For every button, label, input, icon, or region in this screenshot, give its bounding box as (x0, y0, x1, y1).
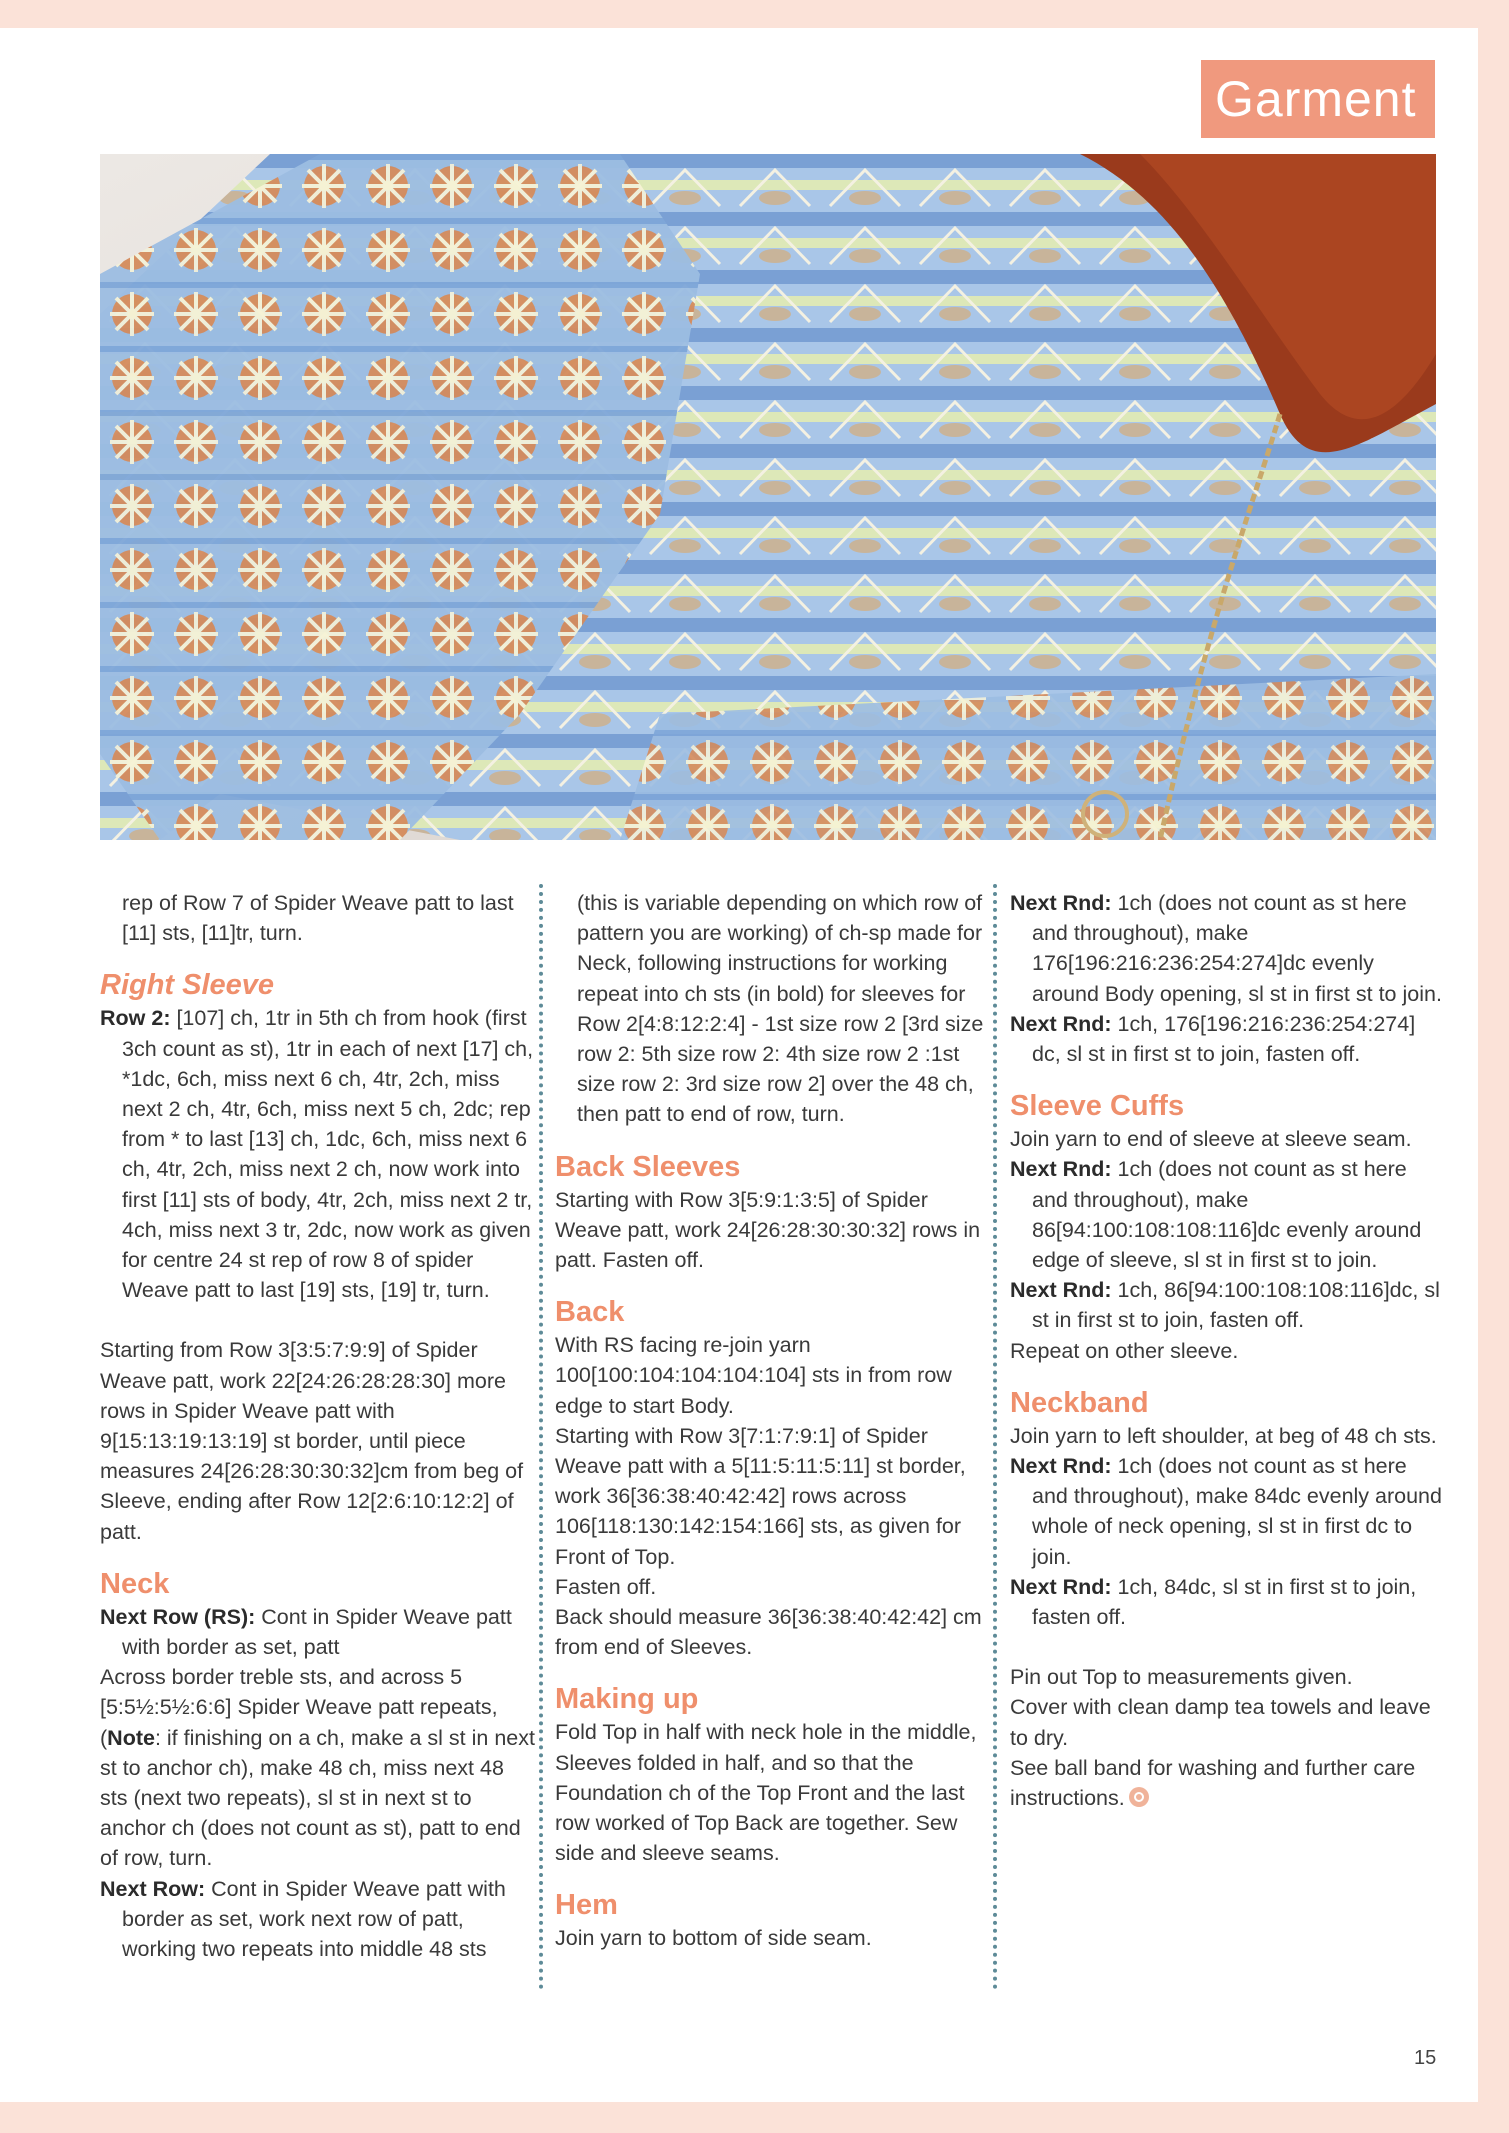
sleeve-cuffs-text-2: Repeat on other sleeve. (1010, 1338, 1239, 1363)
heading-back: Back (555, 1296, 625, 1329)
neckband-text-1: Join yarn to left shoulder, at beg of 48 ch sts. (1010, 1423, 1437, 1448)
heading-neckband: Neckband (1010, 1386, 1149, 1419)
hem-text: Join yarn to bottom of side seam. (555, 1926, 872, 1951)
heading-neck: Neck (100, 1567, 170, 1600)
sleeve-cuffs-round-2: Next Rnd: 1ch, 86[94:100:108:108:116]dc, sl st in first st to join, fasten off. (1010, 1278, 1440, 1333)
neck-row-1: Next Row (RS): Cont in Spider Weave patt with border as set, patt (100, 1604, 512, 1660)
column-divider-1 (539, 884, 543, 1990)
column-3 (1010, 888, 1442, 1813)
neckband-round-2: Next Rnd: 1ch, 84dc, sl st in first st to join, fasten off. (1010, 1574, 1417, 1630)
page-number: 15 (1414, 2047, 1437, 2069)
heading-back-sleeves: Back Sleeves (555, 1150, 741, 1183)
back-sleeves-text: Starting with Row 3[5:9:1:3:5] of Spider Weave patt, work 24[26:28:30:30:32] rows in patt. Fasten off. (555, 1187, 981, 1273)
finishing-text-1: Pin out Top to measurements given. (1010, 1665, 1353, 1690)
finishing-text-3: See ball band for washing and further care instructions. (1010, 1755, 1416, 1811)
neck-paragraph: Across border treble sts, and across 5 [5:5½:5½:6:6] Spider Weave patt repeats, (Note: if finishing on a ch, make a sl st in next st to anchor ch), make 48 ch, miss next 48 sts (next two repeats), sl st in next st to anchor ch (does not count as st), patt to end of row, turn. (100, 1665, 535, 1871)
back-text-3: Fasten off. (555, 1574, 657, 1599)
back-text-4: Back should measure 36[36:38:40:42:42] cm from end of Sleeves. (555, 1605, 982, 1660)
neckband-round-1: Next Rnd: 1ch (does not count as st here and throughout), make 84dc evenly around whole of neck opening, sl st in first dc to join. (1010, 1454, 1442, 1569)
lead-text: rep of Row 7 of Spider Weave patt to last [11] sts, [11]tr, turn. (122, 891, 514, 946)
hem-round-1: Next Rnd: 1ch (does not count as st here and throughout), make 176[196:216:236:254:274]dc evenly around Body opening, sl st in first st to join. (1010, 891, 1442, 1006)
right-sleeve-row-2: Row 2: [107] ch, 1tr in 5th ch from hook (first 3ch count as st), 1tr in each of next [17] ch, *1dc, 6ch, miss next 6 ch, 4tr, 2ch, miss next 2 ch, 4tr, 6ch, miss next 5 ch, 2dc; rep from * to last [13] ch, 1dc, 6ch, miss next 6 ch, 4tr, 2ch, miss next 2 ch, now work into first [11] sts of body, 4tr, 2ch, miss next 2 tr, 4ch, miss next 3 tr, 2dc, now work as given for centre 24 st rep of row 8 of spider Weave patt to last [19] sts, [19] tr, turn. (100, 1006, 534, 1303)
sleeve-cuffs-text-1: Join yarn to end of sleeve at sleeve seam. (1010, 1127, 1412, 1152)
column-2 (555, 888, 987, 1954)
right-sleeve-paragraph: Starting from Row 3[3:5:7:9:9] of Spider Weave patt, work 22[24:26:28:28:30] more rows in Spider Weave patt with 9[15:13:19:13:19] st border, until piece measures 24[26:28:30:30:32]cm from beg of Sleeve, ending after Row 12[2:6:10:12:2] of patt. (100, 1338, 524, 1544)
heading-hem: Hem (555, 1889, 618, 1922)
neck-row-2: Next Row: Cont in Spider Weave patt with border as set, work next row of patt, working two repeats into middle 48 sts (100, 1876, 506, 1962)
garment-photo (100, 154, 1436, 840)
column-divider-2 (993, 884, 997, 1990)
yarn-ball-end-icon (1129, 1787, 1149, 1807)
heading-sleeve-cuffs: Sleeve Cuffs (1010, 1090, 1185, 1123)
section-tab: Garment (1201, 60, 1435, 138)
heading-right-sleeve: Right Sleeve (100, 969, 275, 1002)
hem-round-2: Next Rnd: 1ch, 176[196:216:236:254:274] dc, sl st in first st to join, fasten off. (1010, 1011, 1416, 1067)
back-text-1: With RS facing re-join yarn 100[100:104:104:104:104] sts in from row edge to start Body. (555, 1333, 952, 1418)
column-1 (100, 888, 536, 1964)
heading-making-up: Making up (555, 1683, 699, 1716)
sleeve-cuffs-round-1: Next Rnd: 1ch (does not count as st here and throughout), make 86[94:100:108:108:116]dc evenly around edge of sleeve, sl st in first st to join. (1010, 1157, 1422, 1273)
finishing-text-2: Cover with clean damp tea towels and leave to dry. (1010, 1695, 1431, 1750)
back-text-2: Starting with Row 3[7:1:7:9:1] of Spider Weave patt with a 5[11:5:11:5:11] st border, work 36[36:38:40:42:42] rows across 106[118:130:142:154:166] sts, as given for Front of Top. (555, 1423, 966, 1569)
neck-continued: (this is variable depending on which row of pattern you are working) of ch-sp made for Neck, following instructions for working repeat into ch sts (in bold) for sleeves for Row 2[4:8:12:2:4] - 1st size row 2 [3rd size row 2: 5th size row 2: 4th size row 2 :1st size row 2: 3rd size row 2] over the 48 ch, then patt to end of row, turn. (577, 891, 984, 1127)
crochet-top-image (100, 154, 1436, 840)
making-up-text: Fold Top in half with neck hole in the middle, Sleeves folded in half, and so that the Foundation ch of the Top Front and the last row worked of Top Back are together. Sew side and sleeve seams. (555, 1720, 977, 1866)
